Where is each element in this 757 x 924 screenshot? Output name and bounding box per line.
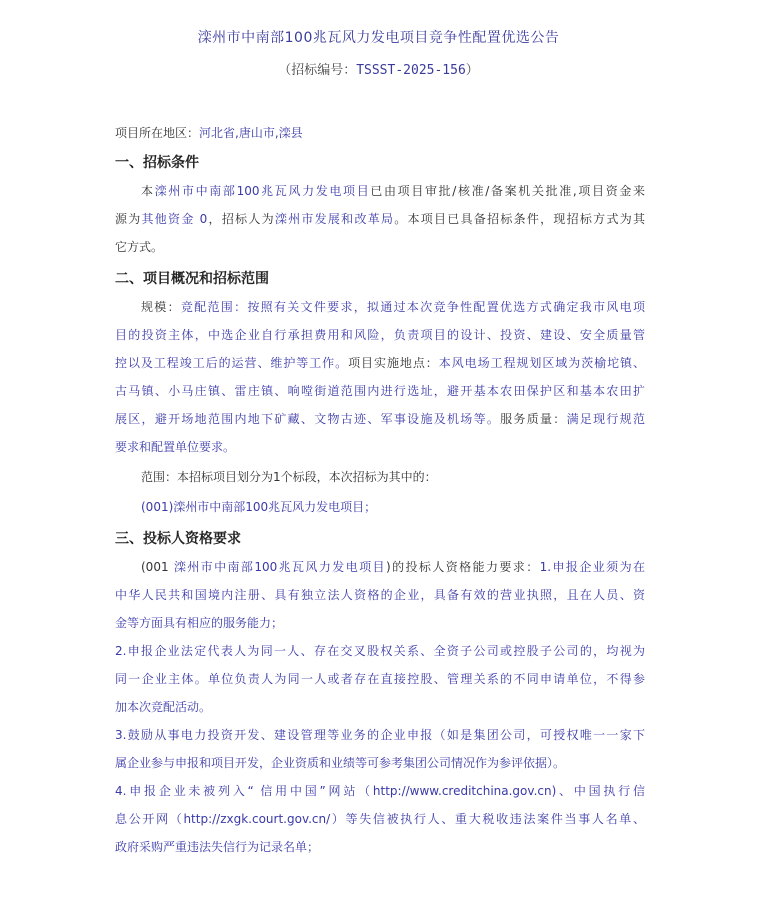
tender-number-close: ）	[465, 63, 479, 78]
location-label: 项目所在地区：	[115, 126, 200, 140]
text-segment: 已由项目审批/核准/备案机关批准,项目资金来	[370, 184, 645, 198]
text-line	[115, 467, 645, 495]
paragraph	[115, 497, 645, 525]
text-line	[115, 437, 645, 465]
tender-number-open: （招标编号：	[278, 63, 357, 78]
text-line	[115, 557, 645, 585]
text-line	[115, 641, 645, 669]
text-segment: 服务质量：	[500, 412, 567, 426]
tender-code: TSSST-2025-156	[356, 63, 466, 78]
announcement-body	[115, 123, 645, 867]
highlighted-text: 竞配范围：按照有关文件要求，拟通过本次竞争性配置优选方式确定我市风电项	[180, 300, 645, 314]
highlighted-text: 要求和配置单位要求。	[115, 440, 236, 454]
highlighted-text: 金等方面具有相应的服务能力；	[115, 616, 284, 630]
text-line	[115, 725, 645, 753]
highlighted-text: 其他资金 0	[141, 212, 208, 226]
text-line	[115, 325, 645, 353]
text-segment: (001	[141, 560, 174, 574]
location-value: 河北省,唐山市,滦县	[199, 126, 303, 140]
highlighted-text: 满足现行规范	[566, 412, 645, 426]
text-line	[115, 809, 645, 837]
text-segment: 源为	[115, 212, 142, 226]
highlighted-text: 2.申报企业法定代表人为同一人、存在交叉股权关系、全资子公司或控股子公司的，均视为	[115, 644, 645, 658]
text-line	[115, 409, 645, 437]
text-line	[115, 297, 645, 325]
highlighted-text: 4.申报企业未被列入“ 信用中国”网站（http://www.creditchina.gov.cn)、中国执行信	[115, 784, 645, 798]
text-segment: 项目实施地点：	[348, 356, 439, 370]
highlighted-text: 加本次竞配活动。	[115, 700, 212, 714]
text-line	[115, 697, 645, 725]
section-heading: 三、投标人资格要求	[115, 531, 241, 547]
text-line	[115, 353, 645, 381]
highlighted-text: 政府采购严重违法失信行为记录名单；	[115, 840, 320, 854]
text-line	[115, 237, 645, 265]
highlighted-text: 控以及工程竣工后的运营、维护等工作。	[115, 356, 349, 370]
project-location	[115, 123, 645, 151]
highlighted-text: 中华人民共和国境内注册、具有独立法人资格的企业，具备有效的营业执照，且在人员、资	[115, 588, 645, 602]
text-line	[115, 753, 645, 781]
highlighted-text: 目的投资主体，中选企业自行承担费用和风险，负责项目的设计、投资、建设、安全质量管	[115, 328, 645, 342]
paragraph	[115, 467, 645, 495]
text-line	[115, 613, 645, 641]
highlighted-text: 古马镇、小马庄镇、雷庄镇、响嘡街道范围内进行选址，避开基本农田保护区和基本农田扩	[115, 384, 645, 398]
text-segment: ，招标人为	[207, 212, 275, 226]
section-heading: 二、项目概况和招标范围	[115, 271, 269, 287]
paragraph	[115, 297, 645, 465]
highlighted-text: 1.申报企业须为在	[539, 560, 646, 574]
section-heading: 一、招标条件	[115, 155, 199, 171]
text-line	[115, 381, 645, 409]
highlighted-text: 息公开网（http://zxgk.court.gov.cn/）等失信被执行人、重大税收违法案件当事人名单、	[115, 812, 645, 826]
highlighted-text: 本风电场工程规划区域为茨榆坨镇、	[438, 356, 645, 370]
text-segment: 范围：本招标项目划分为1个标段，本次招标为其中的：	[141, 470, 437, 484]
text-line	[115, 209, 645, 237]
highlighted-text: 3.鼓励从事电力投资开发、建设管理等业务的企业申报（如是集团公司，可授权唯一一家下	[115, 728, 645, 742]
paragraph	[115, 181, 645, 265]
highlighted-text: 滦州市发展和改革局	[274, 212, 395, 226]
text-line	[115, 781, 645, 809]
text-line	[115, 585, 645, 613]
text-segment: 本	[141, 184, 155, 198]
paragraph	[115, 557, 645, 865]
highlighted-text: 滦州市中南部100兆瓦风力发电项目	[154, 184, 371, 198]
highlighted-text: (001)滦州市中南部100兆瓦风力发电项目；	[141, 500, 377, 514]
tender-number	[0, 59, 757, 78]
text-segment: 。本项目已具备招标条件，现招标方式为其	[394, 212, 645, 226]
highlighted-text: 同一企业主体。单位负责人为同一人或者存在直接控股、管理关系的不同申请单位，不得参	[115, 672, 645, 686]
text-line	[115, 181, 645, 209]
text-segment: 规模：	[141, 300, 181, 314]
text-line	[115, 837, 645, 865]
page-title: 滦州市中南部100兆瓦风力发电项目竞争性配置优选公告	[197, 30, 560, 46]
text-segment: )的投标人资格能力要求：	[385, 560, 540, 574]
highlighted-text: 展区，避开场地范围内地下矿藏、文物古迹、军事设施及机场等。	[115, 412, 501, 426]
highlighted-text: 滦州市中南部100兆瓦风力发电项目	[173, 560, 386, 574]
highlighted-text: 属企业参与申报和项目开发，企业资质和业绩等可参考集团公司情况作为参评依据）。	[115, 756, 566, 770]
text-line	[115, 497, 645, 525]
text-line	[115, 669, 645, 697]
text-segment: 它方式。	[115, 240, 164, 254]
